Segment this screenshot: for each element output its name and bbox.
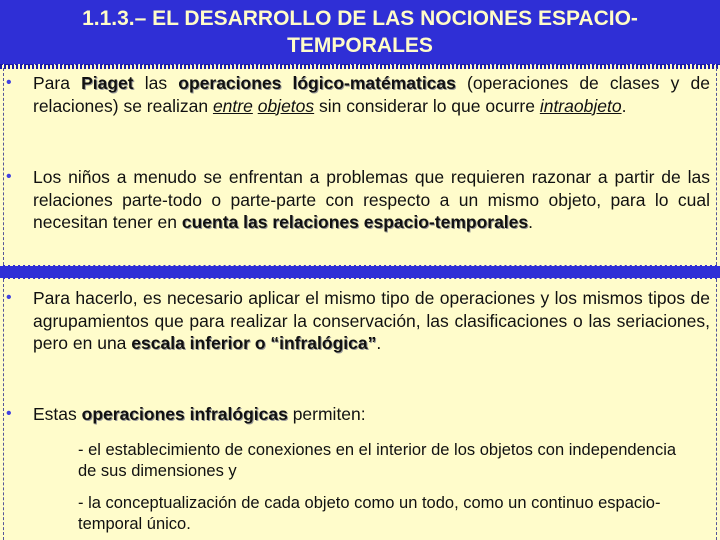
title-line-1: 1.1.3.– EL DESARROLLO DE LAS NOCIONES ESPACIO- [82,7,638,30]
bullet-text [33,72,710,117]
emphasis-text: escala inferior o “infralógica” [131,333,377,353]
text-run: Para [33,73,82,93]
section-divider-band [0,265,720,279]
emphasis-text: cuenta las relaciones espacio-temporales [181,212,529,232]
emphasis-text: operaciones lógico-matématicas [178,73,456,93]
bullet-dot-icon: • [6,168,12,185]
text-run: . [376,333,382,353]
emphasis-text: operaciones infralógicas [81,404,288,424]
bullet-item [6,403,710,426]
underlined-text: entre [212,95,253,116]
bullet-item [6,287,710,355]
text-run: Estas [33,404,82,424]
bullet-dot-icon: • [6,405,12,422]
text-run: . [621,95,627,116]
sub-item: - la conceptualización de cada objeto como un todo, como un continuo espacio-temporal único. [78,494,661,533]
bullet-item [6,72,710,117]
text-run: sin considerar lo que ocurre [314,95,540,116]
text-run: permiten: [287,404,366,424]
page-title [0,0,720,64]
emphasis-text: Piaget [81,73,134,93]
bullet-text [33,403,710,426]
bullet-text [33,287,710,355]
title-line-2: TEMPORALES [287,34,433,57]
text-run: Para hacerlo, es necesario aplicar el mismo tipo de operaciones y los mismos tipos de agrupamientos que para realizar la conservación, las clasificaciones o las seriaciones, pero en una [33,288,710,353]
bullet-dot-icon: • [6,289,12,306]
bullet-item [6,166,710,234]
underlined-text: intraobjeto [539,95,622,116]
bullet-dot-icon: • [6,74,12,91]
text-run: (operaciones de clases y de relaciones) se realizan [33,73,710,116]
underlined-text: objetos [257,95,315,116]
text-run: Los niños a menudo se enfrentan a problemas que requieren razonar a partir de las relaciones parte-todo o parte-parte con respecto a un mismo objeto, para lo cual necesitan tener en [33,167,710,232]
bullet-text [33,166,710,234]
sub-item: - el establecimiento de conexiones en el interior de los objetos con independencia de sus dimensiones y [78,441,677,480]
text-run: . [528,212,534,232]
text-run: las [133,73,179,93]
